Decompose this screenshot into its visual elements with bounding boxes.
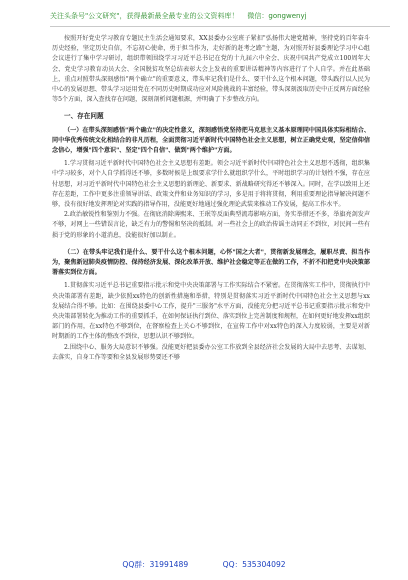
footer-contact — [0, 559, 408, 570]
point-2-item-1: 1.贯彻落实习近平总书记重要指示批示和党中央决策部署与工作实际结合不紧密。在贯彻落实工作中，贯彻执行中央决策部署有差距，缺少依照xx特色的创新性措施和举措，特别是贯彻落实习近平新时代中国特色社会主义思想与xx发展结合得不够。比如：在围绕县委中心工作，提升"三服务"水平方面，没能充分把习近平总书记重要指示批示和党中央决策部署转化为推动工作的重要抓手，在如何保证执行到位、落实到位上完善制度和规程，在如何更好地发挥xx组织部门的作用，在xx特色不够到位，在督察检查上关心不够到位，在宣传工作中对xx特色的深入力度较弱，主要是对新时期新的工作主体的整改不到位，思想认识不够到位。 — [52, 282, 370, 341]
point-1-item-2: 2.政治敏锐性和鉴别力不强。在彻底消除薄熙来、王珉等反面典型流毒影响方面，务实举措还不多，举旗亮剑发声不够，对网上一些错误言论，缺乏有力的警惕和坚决的抵制。对一些社会上的政治传谣主动同正不到位，对民间一些有损于党的形象的小道消息，没能很好加以制止。 — [52, 211, 370, 239]
footer-qq-number: QQ：535304092 — [222, 560, 286, 569]
point-2-heading: （二）在带头牢记我们是什么、要干什么这个根本问题，心怀"国之大者"，贯彻新发展理念，履职尽责、担当作为，聚焦新冠肺炎疫情防控、保持经济发展、深化改革开放、维护社会稳定等正在做的工作，不折不扣把党中央决策部署落实到位方面。 — [52, 248, 370, 277]
header-wechat-text: 微信：gongwenyj — [247, 12, 307, 20]
document-body — [52, 34, 370, 363]
header-rule — [50, 26, 390, 27]
point-1-heading: （一）在带头深刻感悟"两个确立"的决定性意义，深刻感悟党坚持把马克思主义基本原理同中国具体实际相结合、同中华优秀传统文化相结合的非凡历程，全面贯彻习近平新时代中国特色社会主义思想，树立正确党史观，坚定信仰信念信心，增强"四个意识"、坚定"四个自信"、做到"两个维护"方面。 — [52, 126, 370, 155]
intro-paragraph: 按照开好党史学习教育专题民主生活会通知要求，XX县委办公室班子紧扣"弘扬伟大建党精神，坚持党的百年奋斗历史经验，坚定历史自信，不忘初心使命，勇于担当作为，走好新的赶考之路"主题，为对照开好县委理论学习中心组会议进行了集中学习研讨，组织带领围绕学习习近平总书记在党的十九届六中全会、庆祝中国共产党成立100周年大会、党史学习教育动员大会、全国脱贫攻坚总结表彰大会上发表的重要讲话精神等内容进行了个人自学。并在此基础上，重点对照带头深刻感悟"两个确立"的重要意义，带头牢记我们是什么、要干什么这个根本问题，带头践行以人民为中心的发展思想、带头学习运用党在不同历史时期成功应对风险挑战的丰富经验，带头深刻汲取历史中正反两方面经验等5个方面，深入查找存在问题，深刻剖析问题根源，并明确了下步整改方向。 — [52, 35, 370, 104]
header-promo-text: 关注头条号"公文研究"，获得最新最全最专业的公文资料库！ — [50, 12, 239, 20]
header-banner — [50, 8, 390, 24]
header-separator — [241, 12, 245, 20]
section-heading-problems: 一、存在问题 — [64, 112, 104, 121]
point-2-item-2: 2.围绕中心、服务大局意识不够强。没能更好把县委办公室工作放到全县经济社会发展的大局中去思考、去谋划、去落实，自身工作等要和全县发展形势要还不够 — [52, 343, 370, 361]
point-1-item-1: 1.学习贯彻习近平新时代中国特色社会主义思想有差距。领会习近平新时代中国特色社会主义思想不透彻，组织集中学习较多，对个人自学抓得还不够，多数时候是上级要求学什么就组织学什么，平时组织学习的计划性不强，存在应付思想，对习近平新时代中国特色社会主义思想的新理论、新要求、新战略研究得还不够深入。同时，在学以致用上还存在差距，工作中更多注重领导讲话、政策文件和业务知识的学习，多是用于将将贯彻，利用重要理论指导解决问题不够，没有很好地发挥理论对实践的指导作用，没能更好地通过强化理论武装来推动工作发展，提高工作水平。 — [52, 160, 370, 209]
footer-qq-group: QQ群：31991489 — [122, 560, 189, 569]
